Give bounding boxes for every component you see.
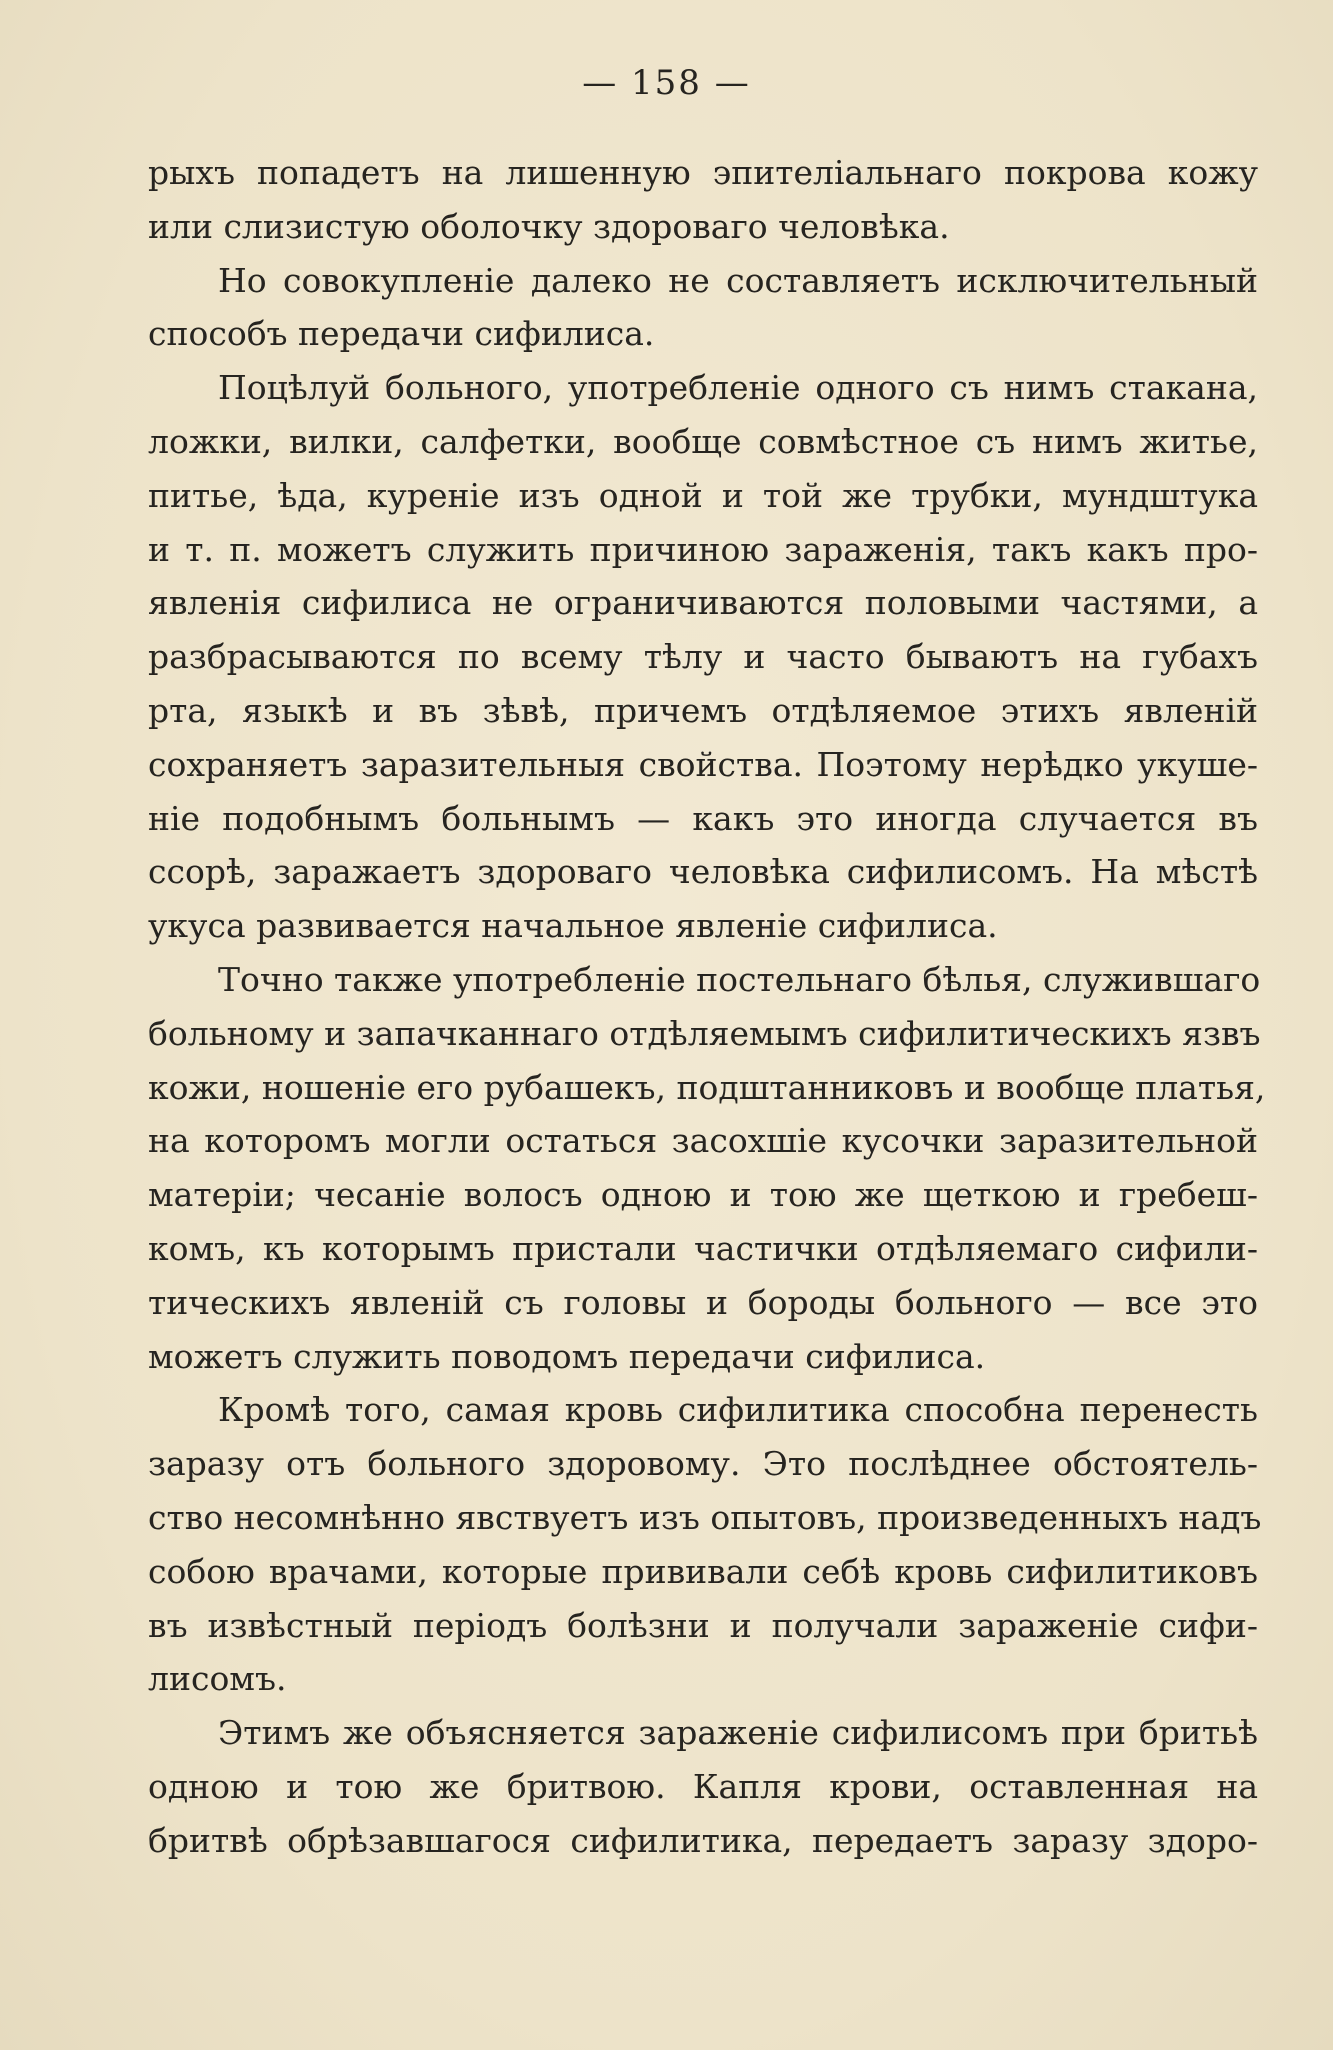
- text-line: Но совокупленіе далеко не составляетъ исключительный: [218, 260, 1258, 300]
- text-line: Точно также употребленіе постельнаго бѣлья, служившаго: [218, 959, 1261, 999]
- text-line: на которомъ могли остаться засохшіе кусочки заразительной: [148, 1121, 1258, 1161]
- paragraph: [148, 1383, 1262, 1706]
- text-line: лисомъ.: [148, 1659, 287, 1699]
- text-line: рыхъ попадетъ на лишенную эпителіальнаго покрова кожу: [148, 153, 1258, 192]
- page-number: — 158 —: [582, 63, 751, 103]
- text-line: Поцѣлуй больного, употребленіе одного съ нимъ стакана,: [218, 368, 1258, 408]
- text-line: рта, языкѣ и въ зѣвѣ, причемъ отдѣляемое этихъ явленій: [148, 690, 1258, 730]
- text-line: бритвѣ обрѣзавшагося сифилитика, передаетъ заразу здоро-: [148, 1820, 1258, 1860]
- paragraph: [148, 1706, 1258, 1867]
- paragraph-continuation: [148, 146, 1258, 254]
- text-line: больному и запачканнаго отдѣляемымъ сифилитическихъ язвъ: [148, 1013, 1261, 1053]
- text-line: кожи, ношеніе его рубашекъ, подштанниковъ и вообще платья,: [148, 1067, 1266, 1107]
- text-line: ніе подобнымъ больнымъ — какъ это иногда случается въ: [148, 798, 1258, 838]
- text-line: сохраняетъ заразительныя свойства. Поэтому нерѣдко укуше-: [148, 744, 1258, 784]
- paragraph: [148, 953, 1266, 1383]
- text-line: и т. п. можетъ служить причиною зараженія, такъ какъ про-: [148, 529, 1258, 569]
- text-line: можетъ служить поводомъ передачи сифилиса.: [148, 1336, 986, 1376]
- text-line: или слизистую оболочку здороваго человѣка.: [148, 206, 950, 246]
- body-text: [148, 146, 1266, 1868]
- text-line: собою врачами, которые прививали себѣ кровь сифилитиковъ: [148, 1551, 1258, 1591]
- text-line: заразу отъ больного здоровому. Это послѣднее обстоятель-: [148, 1444, 1258, 1484]
- text-line: явленія сифилиса не ограничиваются половыми частями, а: [148, 583, 1258, 623]
- text-line: ссорѣ, заражаетъ здороваго человѣка сифилисомъ. На мѣстѣ: [148, 852, 1258, 892]
- text-line: Кромѣ того, самая кровь сифилитика способна перенесть: [218, 1390, 1258, 1430]
- text-line: тическихъ явленій съ головы и бороды больного — все это: [148, 1282, 1258, 1322]
- text-line: способъ передачи сифилиса.: [148, 314, 655, 354]
- text-line: укуса развивается начальное явленіе сифилиса.: [148, 906, 998, 946]
- text-line: разбрасываются по всему тѣлу и часто бываютъ на губахъ: [148, 637, 1258, 677]
- text-line: одною и тою же бритвою. Капля крови, оставленная на: [148, 1766, 1258, 1806]
- text-line: матеріи; чесаніе волосъ одною и тою же щеткою и гребеш-: [148, 1175, 1258, 1215]
- text-line: комъ, къ которымъ пристали частички отдѣляемаго сифили-: [148, 1228, 1258, 1268]
- text-line: ство несомнѣнно явствуетъ изъ опытовъ, произведенныхъ надъ: [148, 1497, 1262, 1537]
- paragraph: [148, 254, 1258, 362]
- text-line: Этимъ же объясняется зараженіе сифилисомъ при бритьѣ: [218, 1713, 1258, 1753]
- paragraph: [148, 361, 1258, 953]
- text-line: въ извѣстный періодъ болѣзни и получали зараженіе сифи-: [148, 1605, 1258, 1645]
- text-line: питье, ѣда, куреніе изъ одной и той же трубки, мундштука: [148, 475, 1258, 515]
- text-line: ложки, вилки, салфетки, вообще совмѣстное съ нимъ житье,: [148, 421, 1258, 461]
